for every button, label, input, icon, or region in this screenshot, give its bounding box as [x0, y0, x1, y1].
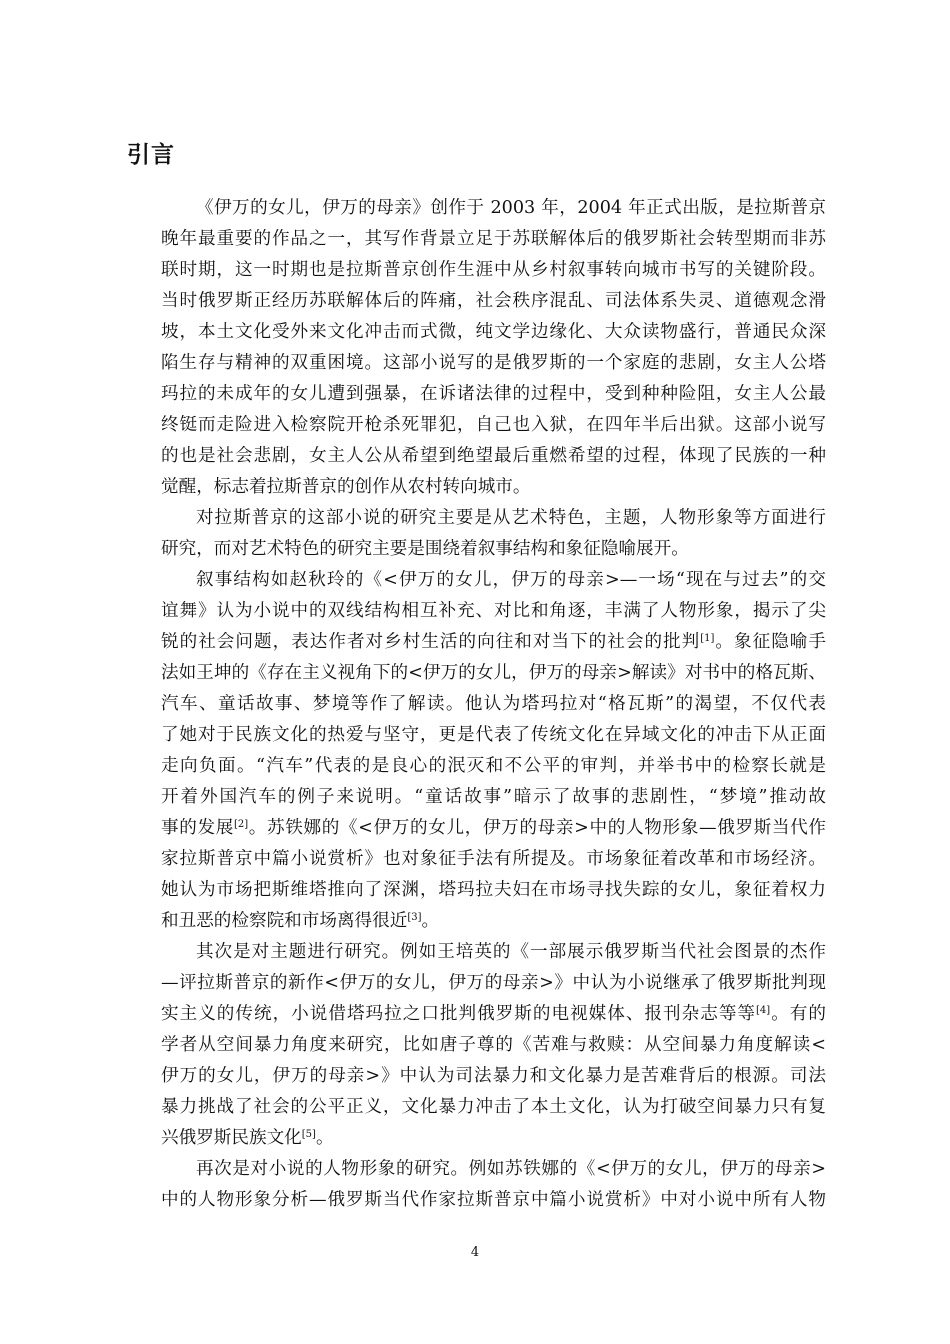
text-line: 陷生存与精神的双重困境。这部小说写的是俄罗斯的一个家庭的悲剧，女主人公塔	[161, 353, 826, 373]
text-line: 终铤而走险进入检察院开枪杀死罪犯，自己也入狱，在四年半后出狱。这部小说写	[161, 415, 826, 435]
text-line: 晚年最重要的作品之一，其写作背景立足于苏联解体后的俄罗斯社会转型期而非苏	[161, 229, 826, 249]
text-line	[126, 627, 826, 658]
text-line: 其次是对主题进行研究。例如王培英的《一部展示俄罗斯当代社会图景的杰作	[196, 942, 826, 962]
citation-marker: [3]	[407, 912, 422, 923]
text-line: 《伊万的女儿，伊万的母亲》创作于 2003 年，2004 年正式出版，是拉斯普京	[196, 198, 826, 218]
text-line: 对拉斯普京的这部小说的研究主要是从艺术特色，主题，人物形象等方面进行	[196, 508, 826, 528]
text-line: 法如王坤的《存在主义视角下的<伊万的女儿，伊万的母亲>解读》对书中的格瓦斯、	[161, 663, 826, 683]
text-line: 学者从空间暴力角度来研究，比如唐子尊的《苦难与救赎：从空间暴力角度解读<	[161, 1035, 826, 1055]
section-heading: 引言	[127, 142, 175, 168]
citation-marker: [1]	[700, 633, 715, 644]
paragraph-5	[126, 1154, 826, 1216]
text-segment: 。	[421, 911, 440, 931]
text-segment: 。象征隐喻手	[714, 632, 826, 652]
text-line: 再次是对小说的人物形象的研究。例如苏铁娜的《<伊万的女儿，伊万的母亲>	[196, 1159, 826, 1179]
text-segment: 事的发展	[161, 818, 234, 838]
text-line	[126, 906, 826, 937]
paragraph-3	[126, 565, 826, 937]
citation-marker: [4]	[756, 1005, 771, 1016]
citation-marker: [2]	[233, 819, 249, 830]
text-line: 玛拉的未成年的女儿遭到强暴，在诉诸法律的过程中，受到种种险阻，女主人公最	[161, 384, 826, 404]
text-line: 中的人物形象分析—俄罗斯当代作家拉斯普京中篇小说赏析》中对小说中所有人物	[161, 1190, 826, 1210]
text-segment: 锐的社会问题，表达作者对乡村生活的向往和对当下的社会的批判	[161, 632, 701, 652]
text-line: 伊万的女儿，伊万的母亲>》中认为司法暴力和文化暴力是苦难背后的根源。司法	[161, 1066, 826, 1086]
body-text	[126, 193, 826, 1216]
text-line: 的也是社会悲剧，女主人公从希望到绝望最后重燃希望的过程，体现了民族的一种	[161, 446, 826, 466]
text-line: 谊舞》认为小说中的双线结构相互补充、对比和角逐，丰满了人物形象，揭示了尖	[161, 601, 826, 621]
citation-marker: [5]	[301, 1129, 316, 1140]
paragraph-2	[126, 503, 826, 565]
text-line: 联时期，这一时期也是拉斯普京创作生涯中从乡村叙事转向城市书写的关键阶段。	[161, 260, 826, 280]
text-line: 觉醒，标志着拉斯普京的创作从农村转向城市。	[161, 477, 531, 497]
text-line: 她认为市场把斯维塔推向了深渊，塔玛拉夫妇在市场寻找失踪的女儿，象征着权力	[161, 880, 826, 900]
text-segment: 和丑恶的检察院和市场离得很近	[161, 911, 408, 931]
text-line: 暴力挑战了社会的公平正义，文化暴力冲击了本土文化，认为打破空间暴力只有复	[161, 1097, 826, 1117]
text-segment: 。苏铁娜的《<伊万的女儿，伊万的母亲>中的人物形象—俄罗斯当代作	[248, 818, 826, 838]
paragraph-1	[126, 193, 826, 503]
text-line: 当时俄罗斯正经历苏联解体后的阵痛，社会秩序混乱、司法体系失灵、道德观念滑	[161, 291, 826, 311]
text-line: 汽车、童话故事、梦境等作了解读。他认为塔玛拉对“格瓦斯”的渴望，不仅代表	[161, 694, 826, 714]
text-line: 走向负面。“汽车”代表的是良心的泯灭和不公平的审判，并举书中的检察长就是	[161, 756, 826, 776]
text-segment: 。有的	[770, 1004, 826, 1024]
text-segment: 实主义的传统，小说借塔玛拉之口批判俄罗斯的电视媒体、报刊杂志等等	[161, 1004, 757, 1024]
text-line: —评拉斯普京的新作<伊万的女儿，伊万的母亲>》中认为小说继承了俄罗斯批判现	[161, 973, 826, 993]
text-segment: 。	[315, 1128, 334, 1148]
text-segment: 兴俄罗斯民族文化	[161, 1128, 302, 1148]
text-line: 家拉斯普京中篇小说赏析》也对象征手法有所提及。市场象征着改革和市场经济。	[161, 849, 826, 869]
paragraph-4	[126, 937, 826, 1154]
text-line: 了她对于民族文化的热爱与坚守，更是代表了传统文化在异域文化的冲击下从正面	[161, 725, 826, 745]
text-line: 开着外国汽车的例子来说明。“童话故事”暗示了故事的悲剧性，“梦境”推动故	[161, 787, 826, 807]
page-number: 4	[470, 1245, 480, 1260]
text-line	[126, 813, 826, 844]
text-line: 叙事结构如赵秋玲的《<伊万的女儿，伊万的母亲>—一场“现在与过去”的交	[196, 570, 826, 590]
text-line	[126, 999, 826, 1030]
text-line: 研究，而对艺术特色的研究主要是围绕着叙事结构和象征隐喻展开。	[161, 539, 689, 559]
text-line: 坡，本土文化受外来文化冲击而式微，纯文学边缘化、大众读物盛行，普通民众深	[161, 322, 826, 342]
text-line	[126, 1123, 826, 1154]
